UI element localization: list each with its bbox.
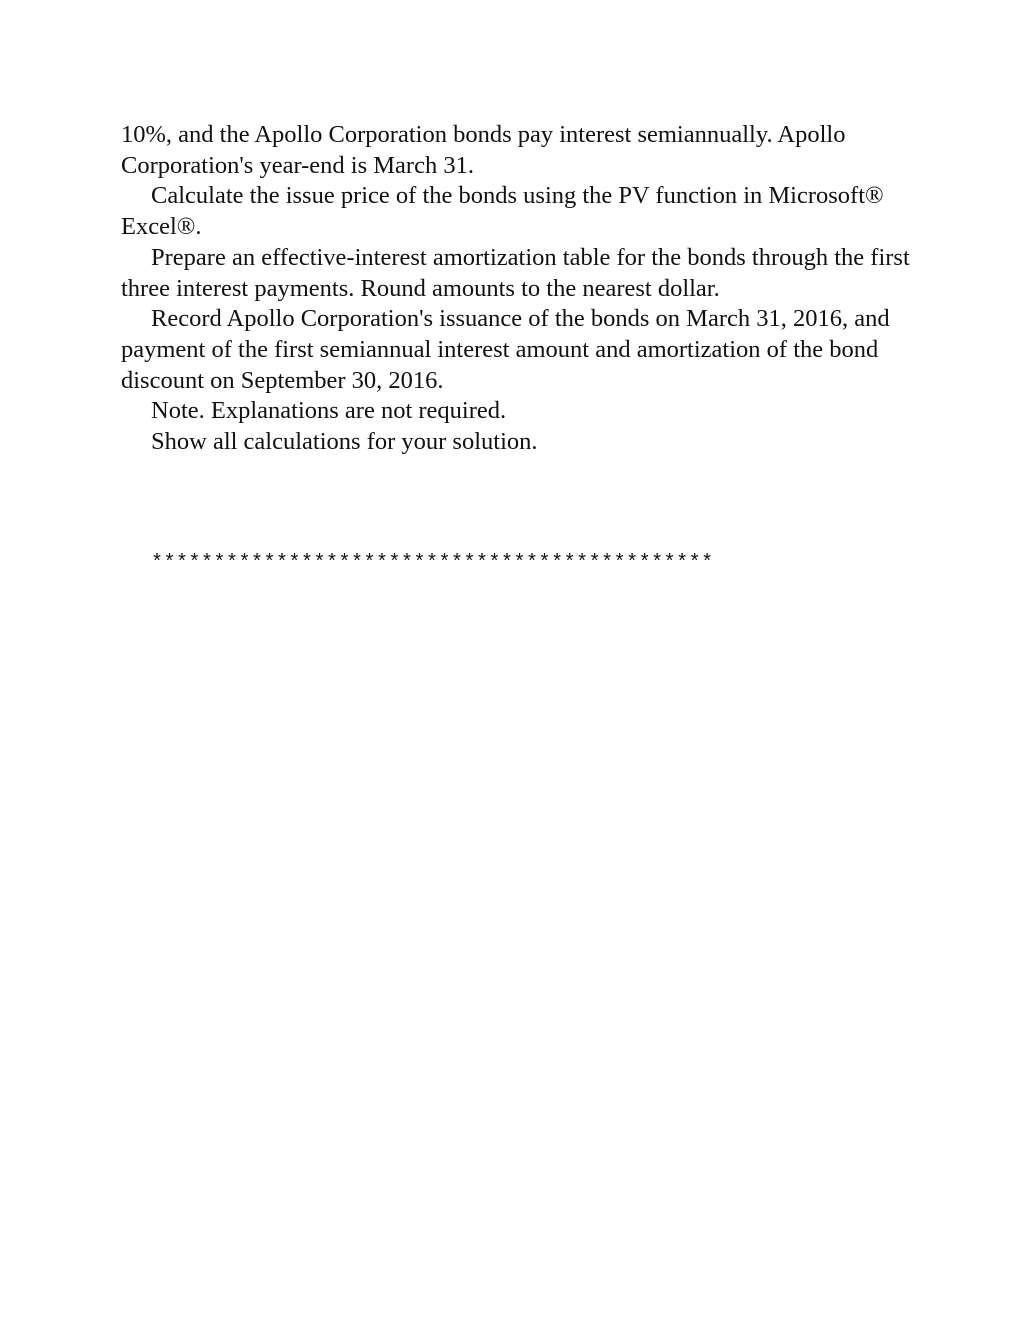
instruction-amortization-table: Prepare an effective-interest amortization table for the bonds through the first three interest payments. Round amounts to the nearest dollar. [121,243,910,302]
note-line: Note. Explanations are not required. [151,397,507,425]
instruction-record-entries: Record Apollo Corporation's issuance of the bonds on March 31, 2016, and payment of the first semiannual interest amount and amortization of the bond discount on September 30, 2016. [121,305,890,394]
assignment-text [121,120,921,458]
asterisk-separator: ********************************************* [151,552,714,575]
instruction-issue-price: Calculate the issue price of the bonds using the PV function in Microsoft® Excel®. [121,182,884,241]
show-calculations-line: Show all calculations for your solution. [151,428,538,456]
intro-paragraph: 10%, and the Apollo Corporation bonds pay interest semiannually. Apollo Corporation's year-end is March 31. [121,121,846,179]
